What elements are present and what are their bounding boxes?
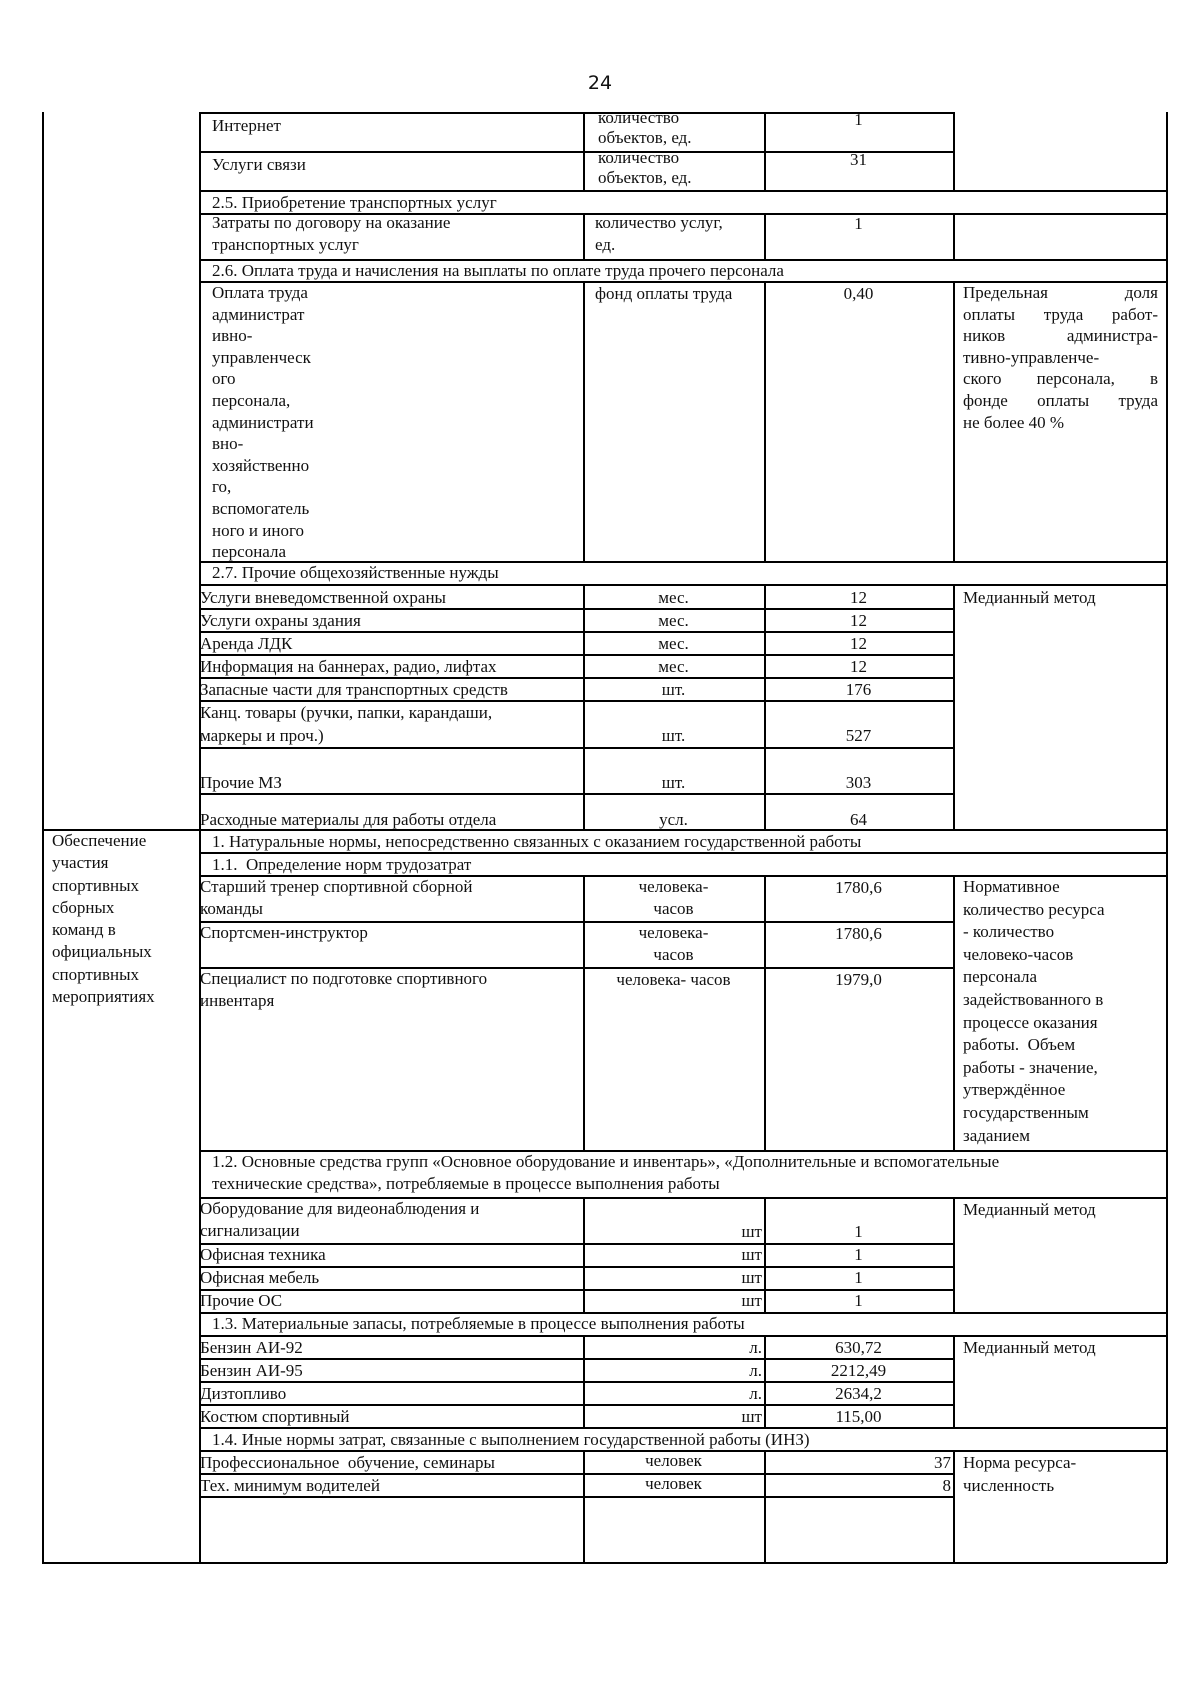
section-heading: 1.4. Иные нормы затрат, связанные с выполнением государственной работы (ИНЗ) xyxy=(212,1430,810,1449)
row-unit: мес. xyxy=(658,588,689,607)
row-unit: шт xyxy=(741,1245,762,1264)
row-unit: шт xyxy=(741,1407,762,1426)
row-unit: шт xyxy=(741,1222,762,1241)
norms-table xyxy=(42,108,1167,1563)
row-value: 12 xyxy=(850,588,867,607)
note-line: Предельная доля xyxy=(963,283,1158,302)
section-heading: 1.3. Материальные запасы, потребляемые в процессе выполнения работы xyxy=(212,1314,745,1333)
row-value: 2212,49 xyxy=(830,1361,887,1380)
row-unit: шт xyxy=(741,1291,762,1310)
row-unit: шт xyxy=(741,1268,762,1287)
row-name: Спортсмен-инструктор xyxy=(200,923,368,942)
row-value: 12 xyxy=(850,657,867,676)
row-value: 1 xyxy=(854,110,863,129)
row-name: Аренда ЛДК xyxy=(200,634,293,653)
row-note: Медианный метод xyxy=(963,1338,1096,1357)
row-name: Тех. минимум водителей xyxy=(200,1476,380,1495)
row-value: 176 xyxy=(845,680,872,699)
note-line: тивно-управленче- xyxy=(963,347,1100,367)
row-unit: шт. xyxy=(661,680,686,699)
row-name: Услуги вневедомственной охраны xyxy=(200,588,446,607)
row-name: Профессиональное обучение, семинары xyxy=(200,1453,495,1472)
row-value: 37 xyxy=(934,1453,951,1472)
section-heading: 2.6. Оплата труда и начисления на выплаты по оплате труда прочего персонала xyxy=(212,261,784,280)
row-unit: мес. xyxy=(658,634,689,653)
row-note: численность xyxy=(963,1476,1055,1495)
row-value: 1 xyxy=(854,1222,863,1241)
row-value: 1 xyxy=(854,1268,863,1287)
row-unit: количество объектов, ед. xyxy=(598,148,692,187)
row-name: Расходные материалы для работы отдела xyxy=(200,810,497,829)
page-number: 24 xyxy=(587,72,613,94)
row-value: 303 xyxy=(845,773,872,792)
row-unit: мес. xyxy=(658,657,689,676)
row-unit: человек xyxy=(645,1451,702,1470)
section-heading: 2.5. Приобретение транспортных услуг xyxy=(212,193,497,212)
row-note: Медианный метод xyxy=(963,1200,1096,1219)
row-unit: л. xyxy=(749,1384,762,1403)
row-value: 1 xyxy=(854,214,863,233)
row-value: 2634,2 xyxy=(835,1384,882,1403)
section-heading: 1.1. Определение норм трудозатрат xyxy=(212,855,472,874)
row-name: Офисная мебель xyxy=(200,1268,320,1287)
note-line: не более 40 % xyxy=(963,412,1065,432)
row-note: Медианный метод xyxy=(963,588,1096,607)
note-line: оплаты труда работ- xyxy=(963,304,1158,324)
row-unit: человек xyxy=(645,1474,702,1493)
row-value: 64 xyxy=(850,810,867,829)
row-unit: л. xyxy=(749,1361,762,1380)
row-value: 527 xyxy=(845,726,872,745)
row-value: 1 xyxy=(854,1291,863,1310)
row-value: 12 xyxy=(850,611,867,630)
row-unit: л. xyxy=(749,1338,762,1357)
row-value: 8 xyxy=(942,1476,951,1495)
row-value: 0,40 xyxy=(843,284,874,303)
row-note: Нормативное количество ресурса - количество человеко-часов персонала задействованного в процессе оказания работы. Объем работы - значение, утверждённое государственным заданием xyxy=(963,877,1105,1145)
row-value: 630,72 xyxy=(835,1338,882,1357)
row-value: 31 xyxy=(850,150,867,169)
row-unit: фонд оплаты труда xyxy=(595,284,733,303)
row-name: Интернет xyxy=(212,116,281,135)
row-name: Оборудование для видеонаблюдения и сигнализации xyxy=(200,1199,480,1240)
row-note: Норма ресурса- xyxy=(963,1453,1077,1472)
row-name: Услуги охраны здания xyxy=(200,611,361,630)
section-heading: 2.7. Прочие общехозяйственные нужды xyxy=(212,563,499,582)
row-name: Запасные части для транспортных средств xyxy=(200,680,508,699)
row-name: Старший тренер спортивной сборной команды xyxy=(200,877,473,918)
service-name: Обеспечение участия спортивных сборных команд в официальных спортивных мероприятиях xyxy=(52,831,155,1007)
note-line: ников администра- xyxy=(963,326,1158,346)
row-note xyxy=(963,282,1158,433)
row-unit: мес. xyxy=(658,611,689,630)
section-heading: 1. Натуральные нормы, непосредственно связанных с оказанием государственной работы xyxy=(212,832,862,851)
row-unit: человека- часов xyxy=(638,923,709,964)
row-name: Оплата труда администрат ивно- управленческ ого персонала, администрати вно- хозяйственно го, вспомогатель ного и иного персонала xyxy=(212,283,314,562)
section-heading: 1.2. Основные средства групп «Основное оборудование и инвентарь», «Дополнительные и вспомогательные технические средства», потребляемые в процессе выполнения работы xyxy=(212,1152,1000,1193)
row-unit: человека- часов xyxy=(616,970,731,989)
row-name: Специалист по подготовке спортивного инвентаря xyxy=(200,969,488,1010)
row-name: Бензин АИ-92 xyxy=(200,1338,303,1357)
row-name: Информация на баннерах, радио, лифтах xyxy=(200,657,497,676)
row-value: 115,00 xyxy=(835,1407,882,1426)
row-unit: количество объектов, ед. xyxy=(598,108,692,147)
row-name: Прочие МЗ xyxy=(200,773,282,792)
row-unit: усл. xyxy=(659,810,688,829)
row-name: Услуги связи xyxy=(212,155,306,174)
row-name: Прочие ОС xyxy=(200,1291,283,1310)
row-unit: человека- часов xyxy=(638,877,709,918)
row-value: 1780,6 xyxy=(835,924,882,943)
note-line: фонде оплаты труда xyxy=(963,390,1158,410)
row-name: Костюм спортивный xyxy=(200,1407,350,1426)
row-name: Бензин АИ-95 xyxy=(200,1361,303,1380)
row-name: Затраты по договору на оказание транспортных услуг xyxy=(212,213,451,254)
row-unit: количество услуг, ед. xyxy=(595,213,723,254)
row-value: 12 xyxy=(850,634,867,653)
row-name: Офисная техника xyxy=(200,1245,326,1264)
row-unit: шт. xyxy=(661,726,686,745)
row-value: 1 xyxy=(854,1245,863,1264)
row-value: 1780,6 xyxy=(835,878,882,897)
row-value: 1979,0 xyxy=(835,970,882,989)
note-line: ского персонала, в xyxy=(963,369,1158,389)
row-name: Дизтопливо xyxy=(200,1384,287,1403)
row-name: Канц. товары (ручки, папки, карандаши, маркеры и проч.) xyxy=(200,703,493,745)
row-unit: шт. xyxy=(661,773,686,792)
